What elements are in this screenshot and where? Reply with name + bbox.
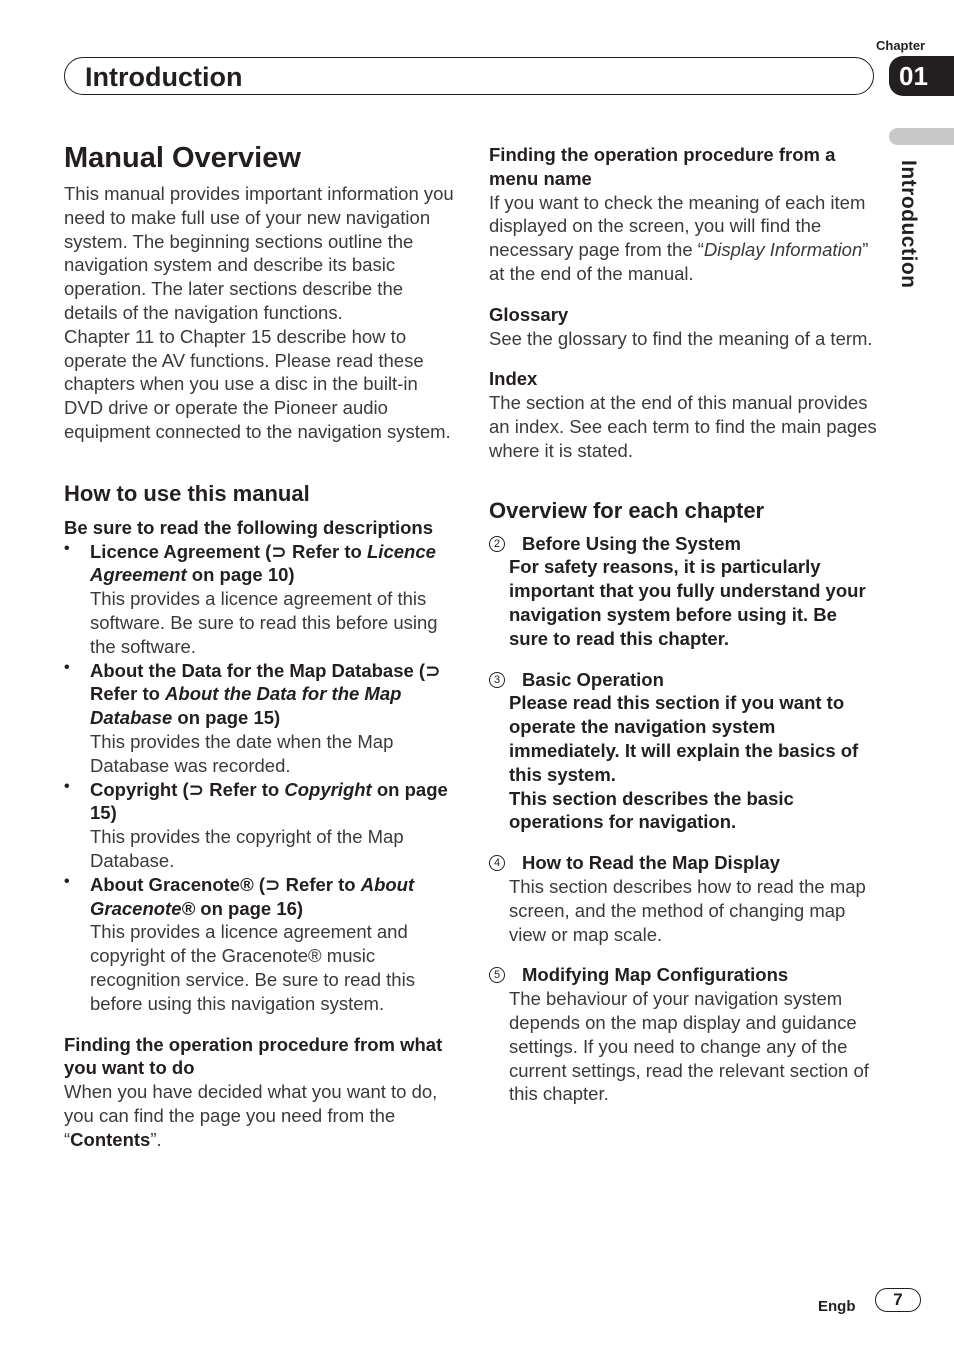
chapter-label: Chapter (876, 38, 926, 53)
chapter-description: For safety reasons, it is particularly important that you fully understand your navigation system before using it. Be sure to read this chapter. (509, 556, 866, 649)
cross-reference-link[interactable]: Copyright (284, 778, 372, 800)
cross-reference-link[interactable]: About Gracenote® (90, 873, 415, 919)
index-body: The section at the end of this manual provides an index. See each term to find the main pages where it is stated. (489, 392, 877, 461)
finding-menu-body: If you want to check the meaning of each item displayed on the screen, you will find the necessary page from the “Display Information” at the end of the manual. (489, 191, 869, 284)
bullet-item (64, 778, 454, 873)
chapter-number-tab: 01 (889, 56, 954, 96)
page-title: Manual Overview (64, 142, 301, 174)
bullet-dot: • (64, 872, 70, 890)
bullet-description: This provides the date when the Map Database was recorded. (90, 730, 394, 776)
chapter-title: Basic Operation (522, 668, 664, 690)
refer-arrow-icon: ⊃ (271, 540, 287, 562)
bullet-list (64, 540, 454, 1016)
bullet-heading: About Gracenote® (⊃ Refer to About Gracenote® on page 16) (90, 873, 415, 919)
contents-link[interactable]: Contents (70, 1128, 151, 1150)
cross-reference-link[interactable]: Licence Agreement (90, 540, 436, 586)
header-title: Introduction (85, 62, 243, 92)
chapter-description: This section describes how to read the map screen, and the method of changing map view or map scale. (509, 875, 866, 945)
footer-language-code: Engb (818, 1298, 856, 1315)
bullet-heading: Copyright (⊃ Refer to Copyright on page 15) (90, 778, 448, 824)
overview-heading: Overview for each chapter (489, 497, 765, 523)
bullet-description: This provides a licence agreement and copyright of the Gracenote® music recognition service. Be sure to read this before using this navigation system. (90, 921, 415, 1014)
chapter-overview-item (489, 963, 879, 1106)
chapter-overview-item (489, 532, 879, 651)
bullet-dot: • (64, 539, 70, 557)
chapter-description: The behaviour of your navigation system depends on the map display and guidance settings. If you need to change any of the current settings, read the relevant section of this chapter. (509, 988, 869, 1105)
bullet-description: This provides a licence agreement of this software. Be sure to read this before using the software. (90, 588, 438, 657)
chapter-title: How to Read the Map Display (522, 852, 781, 874)
chapter-description: Please read this section if you want to operate the navigation system immediately. It will explain the basics of this system. (509, 692, 859, 785)
refer-arrow-icon: ⊃ (188, 778, 205, 800)
bullet-description: This provides the copyright of the Map Database. (90, 826, 404, 871)
chapter-number-circle: 3 (489, 672, 505, 688)
finding-menu-heading: Finding the operation procedure from a menu name (489, 144, 836, 189)
refer-arrow-icon: ⊃ (425, 659, 441, 681)
chapter-title: Modifying Map Configurations (522, 964, 789, 986)
chapter-title: Before Using the System (522, 532, 741, 554)
read-following-heading: Be sure to read the following descriptions (64, 516, 434, 538)
intro-paragraph-2: Chapter 11 to Chapter 15 describe how to operate the AV functions. Please read these chapters when you use a disc in the built-in DVD drive or operate the Pioneer audio equipment connected to the navigation system. (64, 325, 451, 442)
side-section-label: Introduction (897, 160, 920, 289)
bullet-dot: • (64, 777, 70, 795)
bullet-item (64, 873, 454, 1016)
intro-paragraph-1: This manual provides important information you need to make full use of your new navigation system. The beginning sections outline the navigation system and describe its basic operation. The later sections describe the details of the navigation functions. (64, 183, 454, 323)
page-number: 7 (875, 1288, 921, 1312)
glossary-body: See the glossary to find the meaning of a term. (489, 327, 873, 349)
chapter-overview-item (489, 668, 879, 835)
bullet-heading: Licence Agreement (⊃ Refer to Licence Agreement on page 10) (90, 540, 436, 586)
bullet-item (64, 659, 454, 778)
chapter-number-circle: 5 (489, 967, 505, 983)
bullet-item (64, 540, 454, 659)
index-heading: Index (489, 368, 538, 390)
right-column (489, 140, 879, 1106)
finding-want-heading: Finding the operation procedure from what you want to do (64, 1033, 443, 1079)
left-column (64, 140, 454, 1151)
chapter-overview-item (489, 851, 879, 946)
chapter-description-2: This section describes the basic operations for navigation. (509, 787, 794, 833)
finding-want-body: When you have decided what you want to do, you can find the page you need from the “Contents”. (64, 1081, 438, 1150)
display-information-link[interactable]: Display Information (703, 239, 863, 261)
chapter-number-circle: 4 (489, 855, 505, 871)
bullet-heading: About the Data for the Map Database (⊃ Refer to About the Data for the Map Database on page 15) (90, 659, 441, 729)
refer-arrow-icon: ⊃ (265, 873, 281, 895)
how-to-use-heading: How to use this manual (64, 480, 310, 506)
cross-reference-link[interactable]: About the Data for the Map Database (90, 683, 402, 729)
glossary-heading: Glossary (489, 303, 569, 325)
chapter-number-circle: 2 (489, 536, 505, 552)
side-tab-marker (889, 128, 954, 145)
bullet-dot: • (64, 658, 70, 676)
header-bar (64, 57, 874, 95)
